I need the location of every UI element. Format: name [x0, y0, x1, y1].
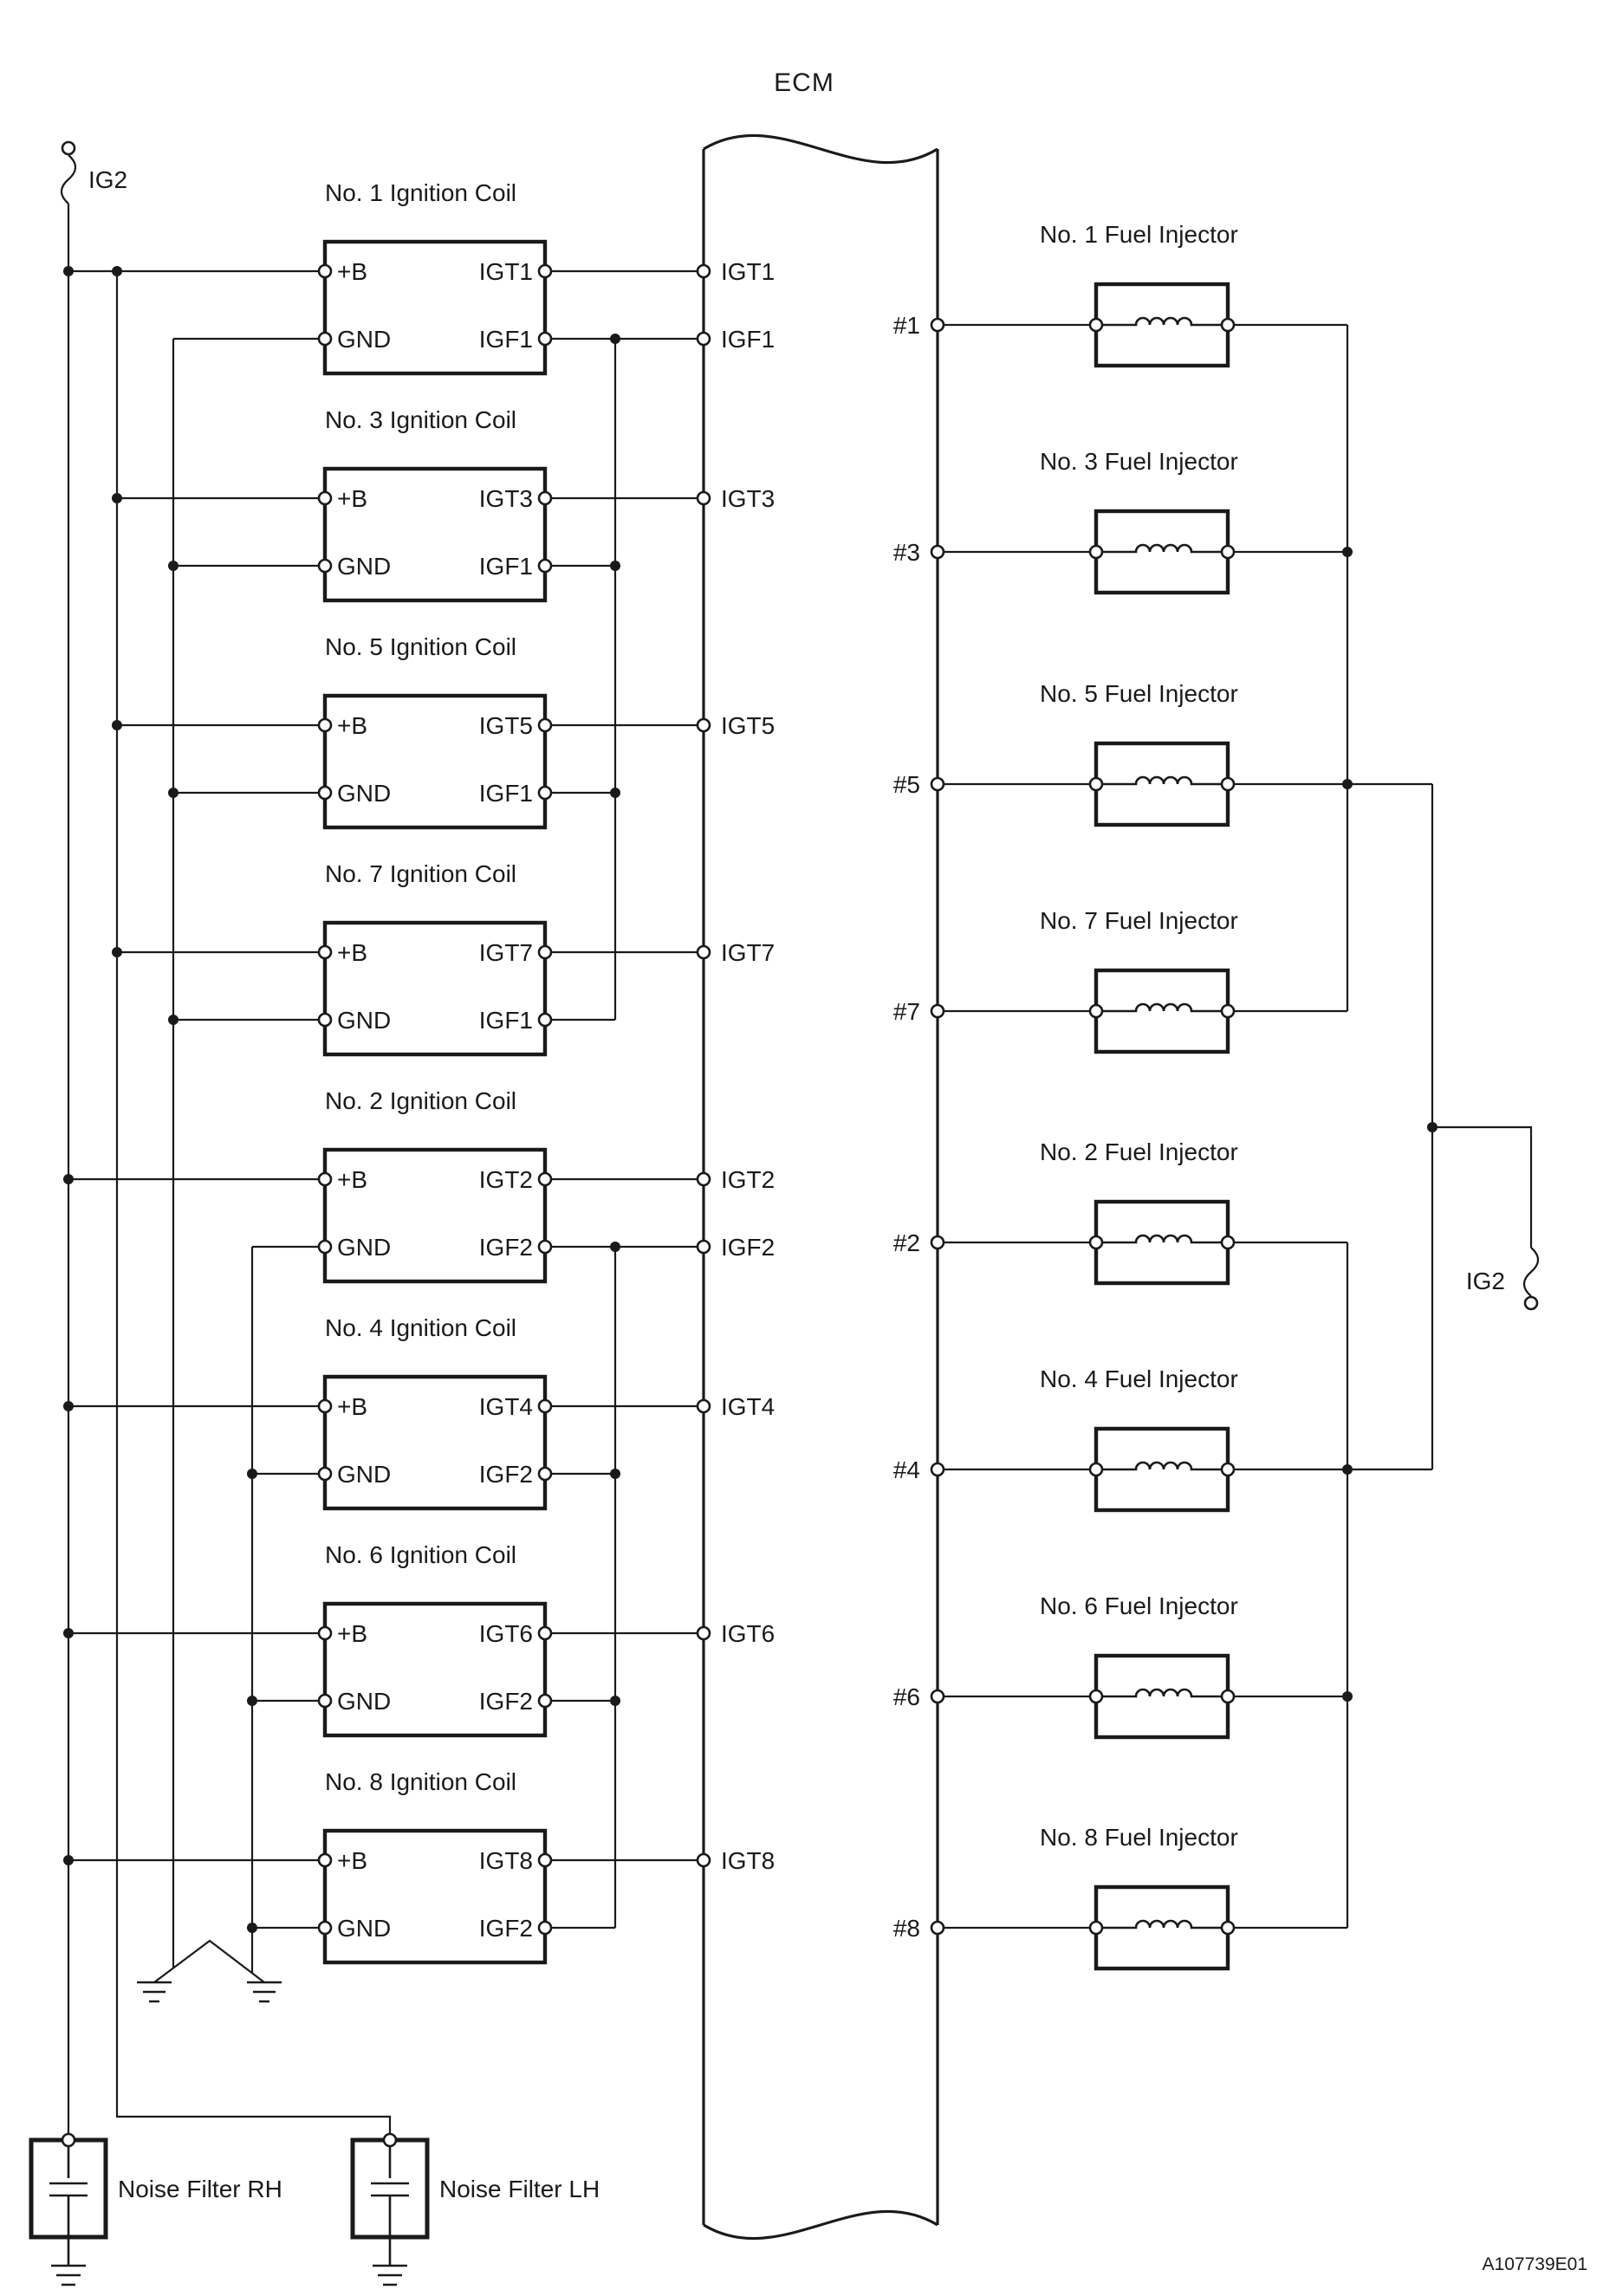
- coil-8-pin-gnd: GND: [337, 1915, 392, 1942]
- coil-7-pin-igf: IGF1: [478, 1007, 533, 1034]
- wire-injector-buses: [1347, 325, 1432, 1928]
- noise-filter-lh: [353, 2140, 600, 2285]
- coil-1-title: No. 1 Ignition Coil: [325, 179, 517, 206]
- ig2-connector-top: [62, 155, 127, 204]
- coil-5-pin-igt: IGT5: [478, 712, 533, 739]
- coil-7-pin-gnd: GND: [337, 1007, 392, 1034]
- ecm-bottom-wave: [704, 2211, 938, 2238]
- ig2-left-label: IG2: [88, 166, 128, 193]
- ecm-pin-hash6: #6: [892, 1683, 920, 1710]
- noise-filter-rh-label: Noise Filter RH: [118, 2176, 282, 2202]
- ecm-top-wave: [704, 135, 938, 162]
- ecm-pin-igt6: IGT6: [721, 1620, 776, 1647]
- ig2-right-label: IG2: [1465, 1268, 1505, 1294]
- coil-2-pin-plus-b: +B: [337, 1166, 368, 1193]
- ecm-pin-igt3: IGT3: [721, 485, 776, 512]
- coil-1-pin-igf: IGF1: [478, 326, 533, 353]
- coil-6-title: No. 6 Ignition Coil: [325, 1541, 517, 1568]
- coil-7-title: No. 7 Ignition Coil: [325, 860, 517, 887]
- coil-2-pin-igt: IGT2: [478, 1166, 533, 1193]
- ecm-pin-hash3: #3: [892, 539, 920, 566]
- ecm-pin-igt2: IGT2: [721, 1166, 776, 1193]
- ecm-pin-igt8: IGT8: [721, 1847, 776, 1874]
- ecm-pin-hash8: #8: [892, 1915, 920, 1942]
- terminal-pins: [62, 142, 1537, 2146]
- ignition-coil-1: [325, 179, 545, 373]
- coil-5-title: No. 5 Ignition Coil: [325, 633, 517, 660]
- fuel-injector-8: [893, 1824, 1238, 1968]
- ecm-pin-igf2: IGF2: [721, 1234, 776, 1261]
- wire-plus-b-lines: [68, 271, 325, 1860]
- coil-3-pin-igt: IGT3: [478, 485, 533, 512]
- coil-5-pin-igf: IGF1: [478, 780, 533, 807]
- coil-6-pin-plus-b: +B: [337, 1620, 368, 1647]
- coil-2-pin-gnd: GND: [337, 1234, 392, 1261]
- ecm-pin-igf1: IGF1: [721, 326, 776, 353]
- coil-3-title: No. 3 Ignition Coil: [325, 406, 517, 433]
- wire-ig2-branch: [1432, 1127, 1531, 1248]
- ecm-pin-hash2: #2: [892, 1229, 920, 1256]
- ecm-pin-hash4: #4: [892, 1456, 920, 1483]
- wire-gnd-lines: [173, 339, 325, 1928]
- injector-6-title: No. 6 Fuel Injector: [1040, 1592, 1238, 1619]
- coil-4-pin-gnd: GND: [337, 1461, 392, 1488]
- injector-3-title: No. 3 Fuel Injector: [1040, 448, 1238, 475]
- coil-8-pin-plus-b: +B: [337, 1847, 368, 1874]
- coil-ground-point: [137, 1941, 282, 2001]
- fuel-injector-3: [893, 448, 1238, 593]
- coil-3-pin-plus-b: +B: [337, 485, 368, 512]
- ecm-pin-igt4: IGT4: [721, 1393, 776, 1420]
- injector-2-title: No. 2 Fuel Injector: [1040, 1138, 1238, 1165]
- ignition-coil-5: [325, 633, 545, 827]
- ground-tent-lines: [154, 1941, 264, 1982]
- ignition-coil-6: [325, 1541, 545, 1735]
- ground-icon: [247, 1982, 282, 2001]
- injector-5-title: No. 5 Fuel Injector: [1040, 680, 1238, 707]
- coil-8-pin-igf: IGF2: [478, 1915, 533, 1942]
- fuel-injector-4: [893, 1365, 1238, 1510]
- wire-injector-ecm-lines: [938, 325, 1096, 1928]
- coil-4-pin-plus-b: +B: [337, 1393, 368, 1420]
- ig2-connector-right: [1466, 1248, 1538, 1296]
- coil-7-pin-plus-b: +B: [337, 939, 368, 966]
- coil-3-pin-gnd: GND: [337, 553, 392, 580]
- doc-code: A107739E01: [1482, 2254, 1587, 2274]
- coil-1-pin-plus-b: +B: [337, 258, 368, 285]
- ecm-body: [704, 68, 938, 2239]
- coil-4-pin-igf: IGF2: [478, 1461, 533, 1488]
- coil-4-pin-igt: IGT4: [478, 1393, 533, 1420]
- ig2-squiggle-icon: [1524, 1248, 1538, 1296]
- ground-icon: [137, 1982, 172, 2001]
- ignition-coil-3: [325, 406, 545, 600]
- fuel-injector-6: [893, 1592, 1238, 1737]
- coil-6-pin-igt: IGT6: [478, 1620, 533, 1647]
- injector-1-title: No. 1 Fuel Injector: [1040, 221, 1238, 248]
- coil-2-pin-igf: IGF2: [478, 1234, 533, 1261]
- coil-5-pin-plus-b: +B: [337, 712, 368, 739]
- ecm-pin-hash1: #1: [892, 312, 920, 339]
- coil-6-pin-igf: IGF2: [478, 1688, 533, 1715]
- coil-6-pin-gnd: GND: [337, 1688, 392, 1715]
- wire-gnd-bus: [173, 339, 252, 1973]
- ecm-pin-igt1: IGT1: [721, 258, 776, 285]
- ecm-pin-igt7: IGT7: [721, 939, 776, 966]
- coil-5-pin-gnd: GND: [337, 780, 392, 807]
- ig2-squiggle-icon: [62, 155, 75, 204]
- injector-8-title: No. 8 Fuel Injector: [1040, 1824, 1238, 1851]
- coil-2-title: No. 2 Ignition Coil: [325, 1087, 517, 1114]
- noise-filter-rh: [31, 2140, 282, 2285]
- wire-injector-supply-lines: [1228, 325, 1432, 1928]
- fuel-injector-5: [893, 680, 1238, 825]
- coil-8-title: No. 8 Ignition Coil: [325, 1768, 517, 1795]
- ecm-pin-hash7: #7: [892, 998, 920, 1025]
- coil-1-pin-gnd: GND: [337, 326, 392, 353]
- coil-3-pin-igf: IGF1: [478, 553, 533, 580]
- wire-igt-lines: [545, 271, 704, 1860]
- ignition-coil-4: [325, 1314, 545, 1508]
- coil-1-pin-igt: IGT1: [478, 258, 533, 285]
- ecm-title: ECM: [774, 68, 834, 97]
- wires: [68, 204, 1531, 2140]
- fuel-injector-1: [893, 221, 1238, 366]
- coil-4-title: No. 4 Ignition Coil: [325, 1314, 517, 1341]
- ignition-coil-7: [325, 860, 545, 1054]
- wire-igf-lines: [545, 339, 704, 1928]
- ecm-pin-hash5: #5: [892, 771, 920, 798]
- ignition-coil-2: [325, 1087, 545, 1281]
- fuel-injector-7: [893, 907, 1238, 1052]
- noise-filter-lh-label: Noise Filter LH: [439, 2176, 600, 2202]
- junction-dots: [63, 266, 1438, 1933]
- ground-icon: [51, 2266, 86, 2285]
- ignition-coil-8: [325, 1768, 545, 1962]
- ecm-pin-igt5: IGT5: [721, 712, 776, 739]
- injector-4-title: No. 4 Fuel Injector: [1040, 1365, 1238, 1392]
- ground-icon: [373, 2266, 407, 2285]
- ecm-left-pin-labels: [721, 258, 775, 1874]
- coil-7-pin-igt: IGT7: [478, 939, 533, 966]
- fuel-injector-2: [893, 1138, 1238, 1283]
- coil-8-pin-igt: IGT8: [478, 1847, 533, 1874]
- injector-7-title: No. 7 Fuel Injector: [1040, 907, 1238, 934]
